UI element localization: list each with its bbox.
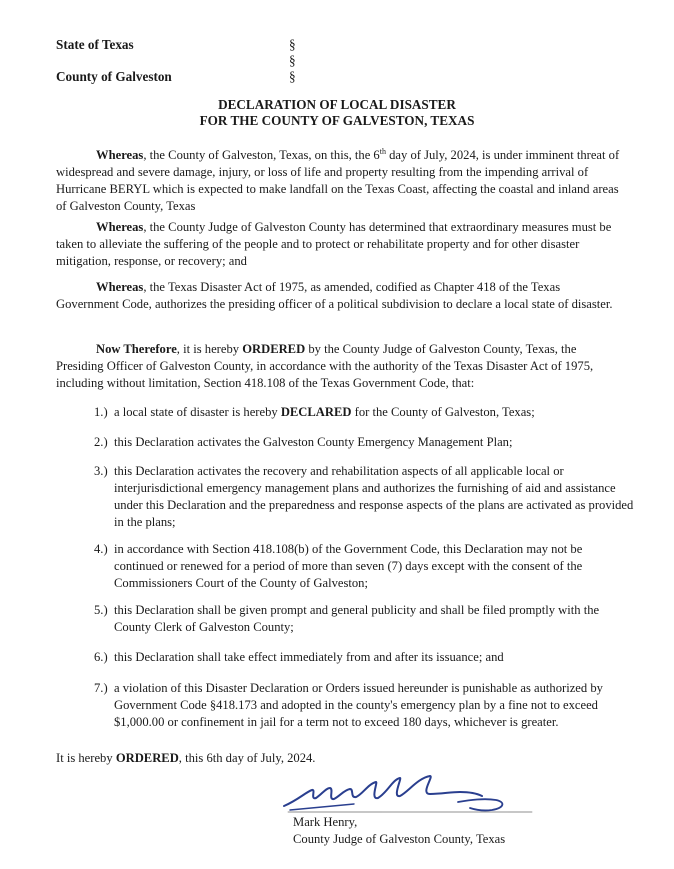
item-number: 7.): [94, 681, 108, 695]
county-label: County of Galveston: [56, 69, 172, 84]
therefore-text: , it is hereby: [176, 342, 243, 356]
ordinal-superscript: th: [379, 147, 386, 156]
whereas-paragraph-3: [56, 279, 622, 313]
item-number: 6.): [94, 650, 108, 664]
section-symbol: §: [289, 69, 296, 84]
ordered-item-7: [94, 680, 634, 731]
therefore-lead: Now Therefore: [96, 342, 177, 356]
whereas-lead: Whereas: [96, 280, 144, 294]
item-number: 2.): [94, 435, 108, 449]
title-line-2: FOR THE COUNTY OF GALVESTON, TEXAS: [199, 113, 475, 128]
ordered-item-2: [94, 434, 634, 451]
closing-text: , this 6th day of July, 2024.: [178, 751, 316, 765]
whereas-text: , the County of Galveston, Texas, on this, the 6: [143, 148, 380, 163]
whereas-lead: Whereas: [96, 220, 144, 234]
therefore-paragraph: [56, 341, 622, 392]
handwritten-signature: [270, 770, 540, 820]
document-title: [0, 97, 674, 129]
item-number: 4.): [94, 542, 108, 556]
item-number: 5.): [94, 603, 108, 617]
state-label: State of Texas: [56, 37, 134, 52]
item-text: [114, 404, 634, 421]
item-text: this Declaration shall take effect immediately from and after its issuance; and: [114, 650, 504, 664]
declared-keyword: DECLARED: [280, 405, 352, 419]
whereas-paragraph-1: [56, 143, 622, 215]
ordered-item-1: [94, 404, 634, 421]
item-number: 3.): [94, 464, 108, 478]
item-text: this Declaration activates the recovery and rehabilitation aspects of all applicable local or interjurisdictional emergency management plans and authorizes the furnishing of aid and assistance under this Declaration and the preparedness and response aspects of the plans are activated as provided in the plans;: [114, 464, 634, 529]
ordered-keyword: ORDERED: [242, 342, 306, 356]
whereas-lead: Whereas: [96, 148, 144, 163]
section-symbol: §: [289, 53, 296, 68]
signer-title: County Judge of Galveston County, Texas: [293, 832, 506, 846]
item-text-part: a local state of disaster is hereby: [114, 405, 281, 419]
signature-strokes: [284, 776, 532, 812]
whereas-text: , the County Judge of Galveston County has determined that extraordinary measures must be taken to alleviate the suffering of the people and to protect or rehabilitate property and for other disaster mitigation, response, or recovery; and: [56, 220, 612, 268]
ordered-keyword: ORDERED: [115, 751, 179, 765]
item-text: this Declaration shall be given prompt and general publicity and shall be filed promptly with the County Clerk of Galveston County;: [114, 603, 600, 634]
item-text: this Declaration activates the Galveston County Emergency Management Plan;: [114, 435, 513, 449]
whereas-text: , the Texas Disaster Act of 1975, as amended, codified as Chapter 418 of the Texas Government Code, authorizes the presiding officer of a political subdivision to declare a local state of disaster.: [56, 280, 613, 311]
therefore-text: by the County Judge of Galveston County, Texas, the Presiding Officer of Galveston County, in accordance with the authority of the Texas Disaster Act of 1975, including without limitation, Section 418.108 of the Texas Government Code, that:: [56, 342, 594, 390]
ordered-item-5: [94, 602, 634, 636]
ordered-item-4: [94, 541, 634, 592]
signer-name: Mark Henry,: [293, 815, 358, 829]
item-number: 1.): [94, 405, 108, 419]
ordered-item-6: [94, 649, 634, 666]
closing-text: It is hereby: [56, 751, 116, 765]
section-symbol: §: [289, 37, 296, 52]
whereas-paragraph-2: [56, 219, 622, 270]
item-text: a violation of this Disaster Declaration or Orders issued hereunder is punishable as authorized by Government Code §418.173 and adopted in the county's emergency plan by a fine not to exceed $1,000.00 or confinement in jail for a term not to exceed 180 days, whichever is greater.: [114, 681, 603, 729]
closing-line: [56, 751, 315, 766]
whereas-text: day of July, 2024, is under imminent threat of widespread and severe damage, injury, or loss of life and property resulting from the impending arrival of Hurricane BERYL which is expected to make landfall on the Texas Coast, affecting the coastal and inland areas of Galveston County, Texas: [56, 148, 620, 214]
title-line-1: DECLARATION OF LOCAL DISASTER: [218, 97, 456, 112]
item-text-part: for the County of Galveston, Texas;: [351, 405, 535, 419]
item-text: in accordance with Section 418.108(b) of the Government Code, this Declaration may not be continued or renewed for a period of more than seven (7) days except with the consent of the Commissioners Court of the County of Galveston;: [114, 542, 583, 590]
ordered-item-3: [94, 463, 634, 531]
signature-block: [293, 814, 505, 848]
